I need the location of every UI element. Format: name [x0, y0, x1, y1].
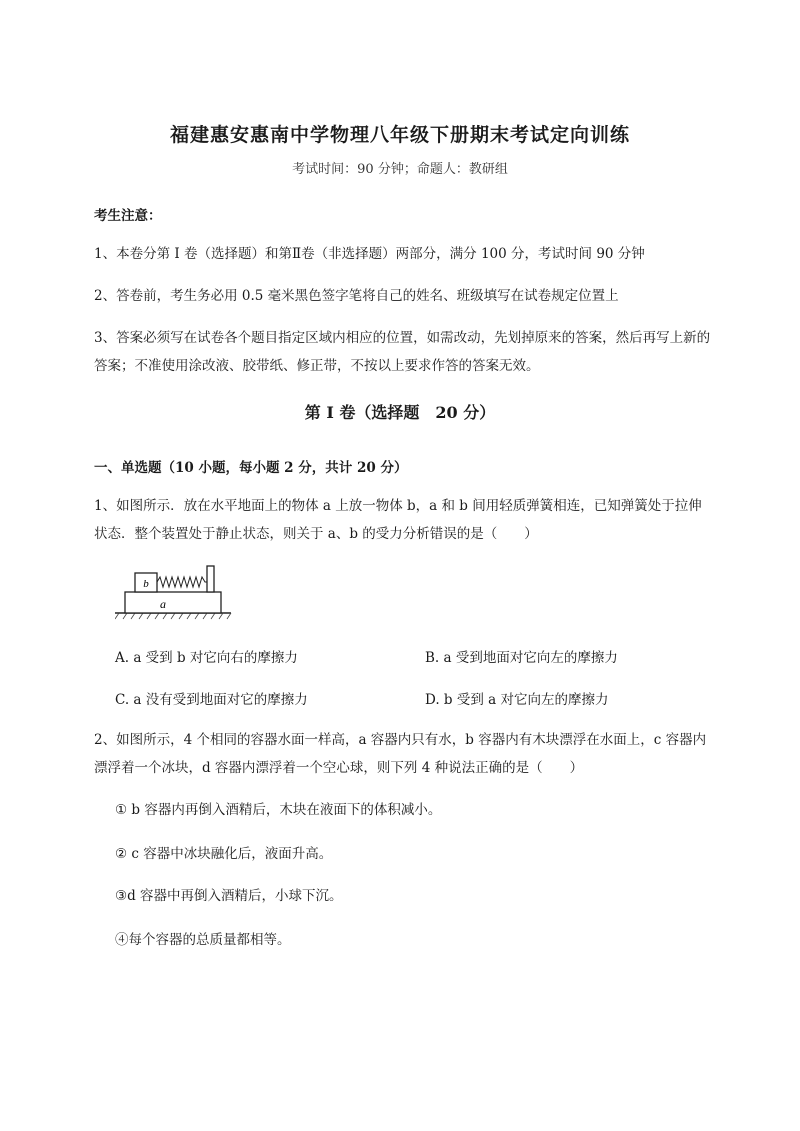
option-b[interactable]: B. a 受到地面对它向左的摩擦力	[425, 650, 618, 666]
statement-item: ① b 容器内再倒入酒精后，木块在液面下的体积减小。	[115, 802, 442, 818]
option-d[interactable]: D. b 受到 a 对它向左的摩擦力	[425, 692, 609, 708]
question-stem: 1、如图所示．放在水平地面上的物体 a 上放一物体 b，a 和 b 间用轻质弹簧相连，已知弹簧处于拉伸状态．整个装置处于静止状态，则关于 a、b 的受力分析错误的是（ ）	[94, 498, 702, 542]
option-a[interactable]: A. a 受到 b 对它向右的摩擦力	[115, 650, 298, 666]
notice-item: 1、本卷分第 I 卷（选择题）和第Ⅱ卷（非选择题）两部分，满分 100 分，考试时间 90 分钟	[94, 246, 645, 262]
part-heading: 一、单选题（10 小题，每小题 2 分，共计 20 分）	[94, 460, 408, 476]
notice-item: 2、答卷前，考生务必用 0.5 毫米黑色签字笔将自己的姓名、班级填写在试卷规定位置上	[94, 288, 619, 304]
spring	[157, 577, 207, 587]
exam-meta: 考试时间：90 分钟；命题人：教研组	[292, 162, 508, 177]
label-a: a	[160, 597, 166, 611]
notice-item: 3、答案必须写在试卷各个题目指定区域内相应的位置，如需改动，先划掉原来的答案，然后再写上新的答案；不准使用涂改液、胶带纸、修正带，不按以上要求作答的答案无效。	[94, 330, 711, 374]
statement-item: ② c 容器中冰块融化后，液面升高。	[115, 846, 333, 862]
block-a	[125, 592, 221, 613]
notice-heading: 考生注意：	[94, 208, 162, 224]
label-b: b	[143, 578, 149, 590]
ground-hatching	[115, 613, 231, 619]
question-stem: 2、如图所示，4 个相同的容器水面一样高，a 容器内只有水，b 容器内有木块漂浮在水面上，c 容器内漂浮着一个冰块，d 容器内漂浮着一个空心球，则下列 4 种说法正确的是（ ）	[94, 732, 707, 776]
wall-plate	[207, 566, 214, 592]
statement-item: ④每个容器的总质量都相等。	[115, 932, 291, 948]
page-title: 福建惠安惠南中学物理八年级下册期末考试定向训练	[169, 124, 630, 146]
spring-blocks-figure	[115, 560, 235, 620]
option-c[interactable]: C. a 没有受到地面对它的摩擦力	[115, 692, 308, 708]
statement-item: ③d 容器中再倒入酒精后，小球下沉。	[115, 888, 343, 904]
section-title: 第 I 卷（选择题 20 分）	[304, 403, 496, 422]
